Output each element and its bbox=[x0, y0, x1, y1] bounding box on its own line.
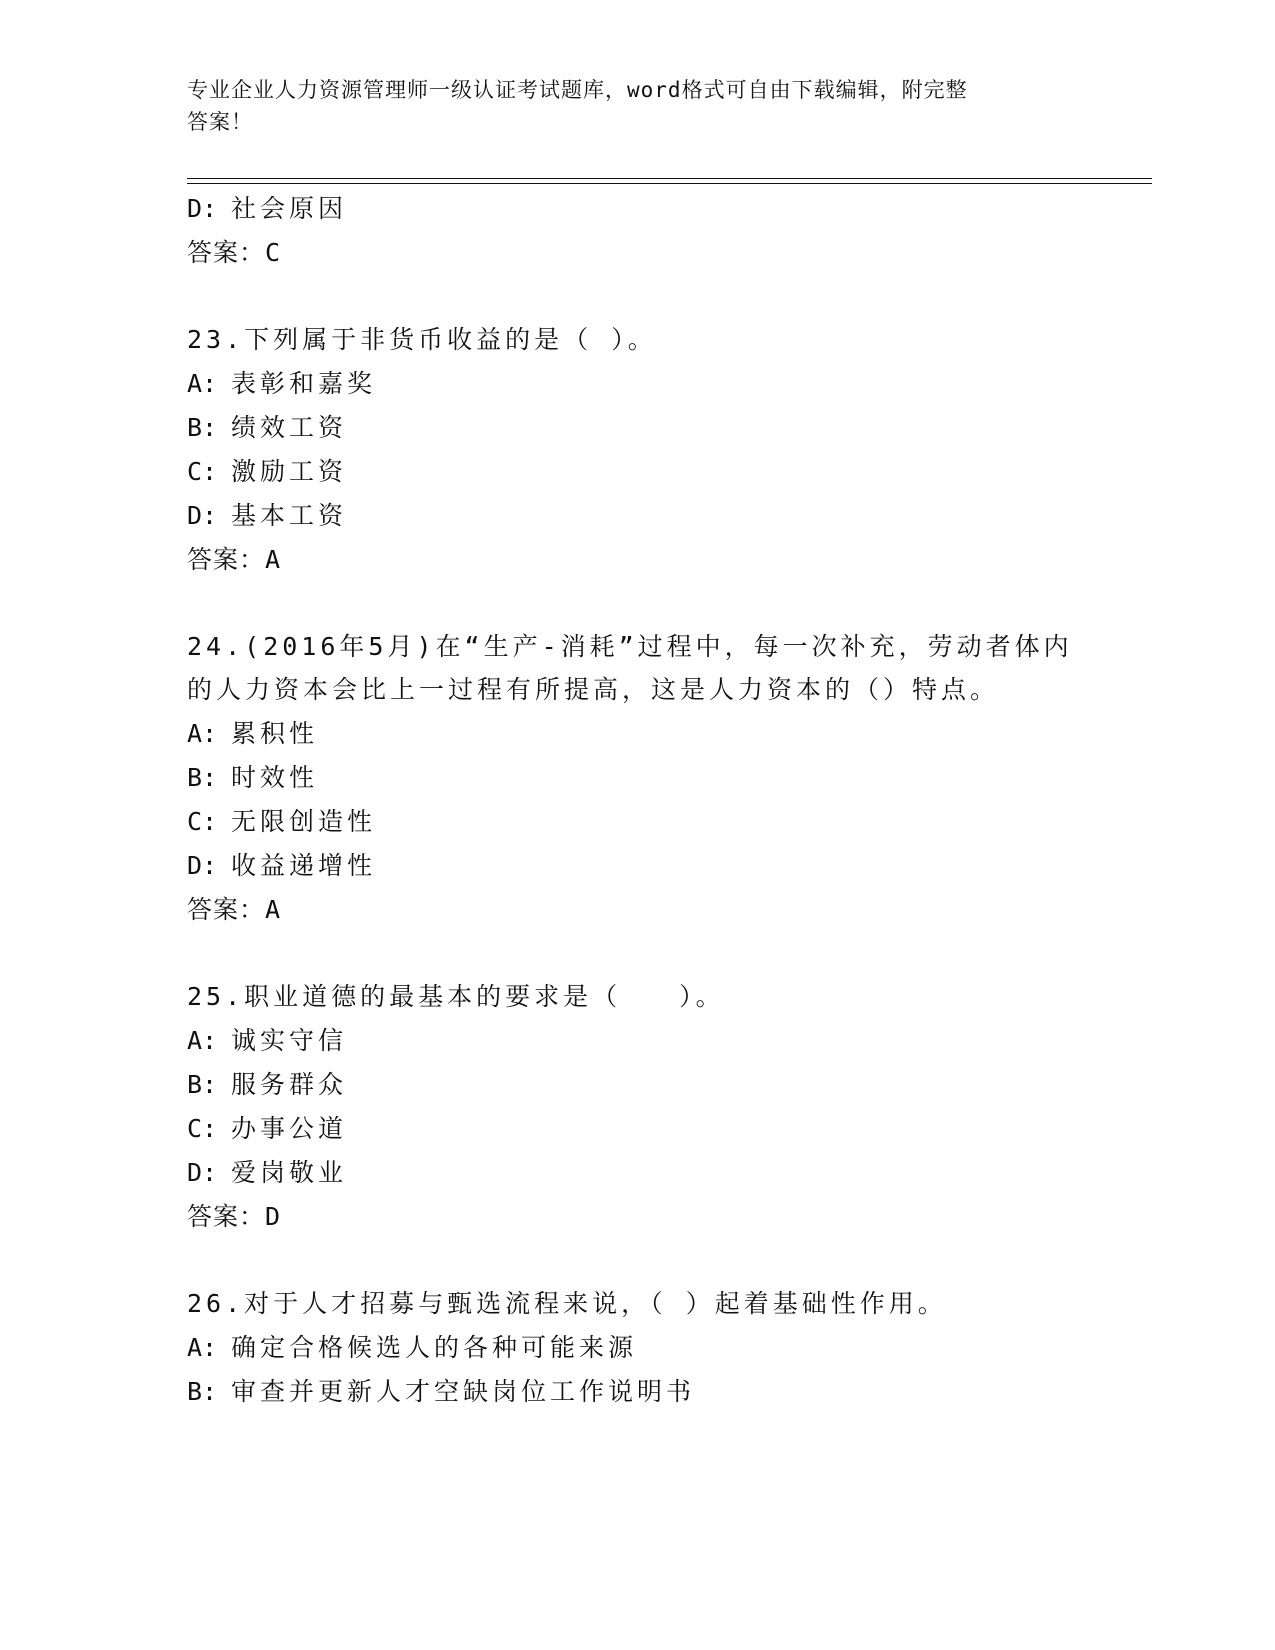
option-label: C: bbox=[187, 1114, 218, 1143]
question-25-stem: 25.职业道德的最基本的要求是（ ）。 bbox=[187, 982, 725, 1011]
header-rule-bottom bbox=[187, 183, 1152, 184]
option-text: 社会原因 bbox=[231, 194, 348, 223]
option-text: 诚实守信 bbox=[231, 1026, 348, 1055]
question-23-option-b bbox=[187, 411, 1087, 445]
option-label: B: bbox=[187, 763, 218, 792]
option-text: 表彰和嘉奖 bbox=[231, 369, 377, 398]
question-26-option-a bbox=[187, 1331, 1087, 1365]
option-label: C: bbox=[187, 807, 218, 836]
document-header bbox=[187, 74, 1067, 138]
option-text: 确定合格候选人的各种可能来源 bbox=[231, 1333, 638, 1362]
option-label: A: bbox=[187, 719, 218, 748]
option-text: 爱岗敬业 bbox=[231, 1158, 348, 1187]
question-24-stem-line-2: 的人力资本会比上一过程有所提高，这是人力资本的（）特点。 bbox=[187, 675, 1000, 704]
question-24-answer: 答案：A bbox=[187, 895, 282, 924]
option-label: A: bbox=[187, 1333, 218, 1362]
question-23-stem: 23.下列属于非货币收益的是（ ）。 bbox=[187, 325, 657, 354]
question-24-stem-line-1: 24.(2016年5月)在“生产-消耗”过程中，每一次补充，劳动者体内 bbox=[187, 632, 1073, 661]
question-23-option-d bbox=[187, 499, 1087, 533]
question-24-option-b bbox=[187, 761, 1087, 795]
option-label: A: bbox=[187, 369, 218, 398]
option-text: 服务群众 bbox=[231, 1070, 348, 1099]
question-25-answer: 答案：D bbox=[187, 1202, 282, 1231]
question-26-stem: 26.对于人才招募与甄选流程来说，（ ）起着基础性作用。 bbox=[187, 1289, 947, 1318]
option-label: B: bbox=[187, 1377, 218, 1406]
question-23-option-c bbox=[187, 455, 1087, 489]
question-23-option-a bbox=[187, 367, 1087, 401]
option-text: 无限创造性 bbox=[231, 807, 377, 836]
option-label: B: bbox=[187, 1070, 218, 1099]
prev-option-d bbox=[187, 192, 1087, 226]
option-text: 审查并更新人才空缺岗位工作说明书 bbox=[231, 1377, 696, 1406]
question-25-option-a bbox=[187, 1024, 1087, 1058]
option-text: 累积性 bbox=[231, 719, 319, 748]
question-25-option-d bbox=[187, 1156, 1087, 1190]
option-label: C: bbox=[187, 457, 218, 486]
question-26-option-b bbox=[187, 1375, 1087, 1409]
question-25-option-c bbox=[187, 1112, 1087, 1146]
question-24-option-c bbox=[187, 805, 1087, 839]
header-line-2: 答案！ bbox=[187, 110, 253, 134]
option-text: 时效性 bbox=[231, 763, 319, 792]
option-label: A: bbox=[187, 1026, 218, 1055]
option-label: D: bbox=[187, 194, 218, 223]
option-label: D: bbox=[187, 1158, 218, 1187]
option-text: 激励工资 bbox=[231, 457, 348, 486]
prev-answer: 答案：C bbox=[187, 238, 282, 267]
header-line-1: 专业企业人力资源管理师一级认证考试题库，word格式可自由下载编辑，附完整 bbox=[187, 78, 968, 102]
header-rule-top bbox=[187, 178, 1152, 179]
question-24-option-d bbox=[187, 849, 1087, 883]
option-label: D: bbox=[187, 501, 218, 530]
option-label: B: bbox=[187, 413, 218, 442]
option-text: 绩效工资 bbox=[231, 413, 348, 442]
option-text: 办事公道 bbox=[231, 1114, 348, 1143]
question-23-answer: 答案：A bbox=[187, 545, 282, 574]
question-25-option-b bbox=[187, 1068, 1087, 1102]
option-text: 收益递增性 bbox=[231, 851, 377, 880]
option-text: 基本工资 bbox=[231, 501, 348, 530]
question-24-option-a bbox=[187, 717, 1087, 751]
option-label: D: bbox=[187, 851, 218, 880]
